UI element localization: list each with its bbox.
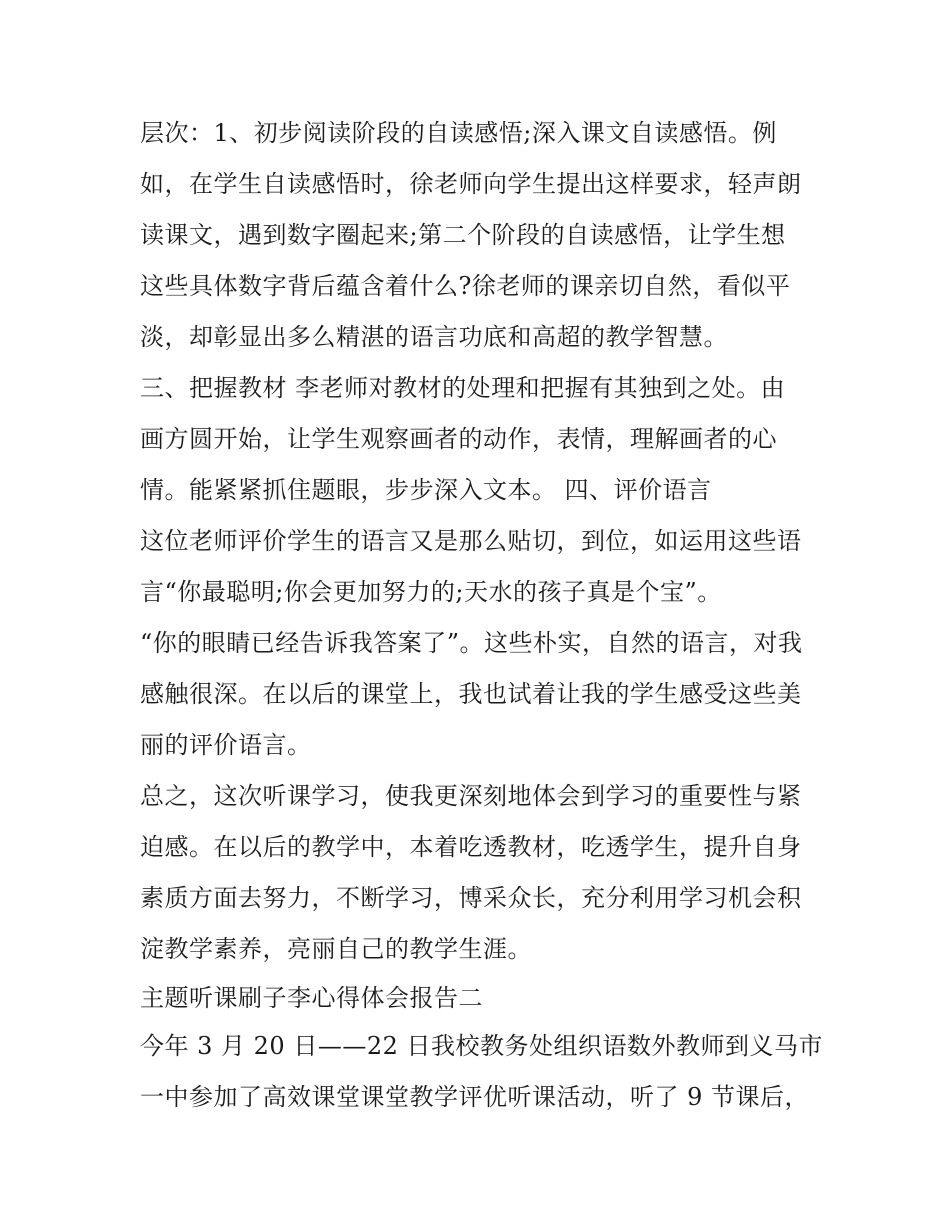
text-line-15: 迫感。在以后的教学中，本着吃透教材，吃透学生，提升自身 xyxy=(140,833,802,861)
text-line-4: 这些具体数字背后蕴含着什么?徐老师的课亲切自然，看似平 xyxy=(140,272,791,300)
text-line-20: 一中参加了高效课堂课堂教学评优听课活动，听了 9 节课后， xyxy=(140,1083,810,1111)
document-body xyxy=(140,108,830,1123)
text-line-14: 总之，这次听课学习，使我更深刻地体会到学习的重要性与紧 xyxy=(140,782,802,810)
text-line-2: 如，在学生自读感悟时，徐老师向学生提出这样要求，轻声朗 xyxy=(140,170,802,198)
text-line-5: 淡，却彰显出多么精湛的语言功底和高超的教学智慧。 xyxy=(140,323,728,351)
text-line-3: 读课文，遇到数字圈起来;第二个阶段的自读感悟，让学生想 xyxy=(140,221,786,249)
text-line-13: 丽的评价语言。 xyxy=(140,731,312,759)
text-line-9: 这位老师评价学生的语言又是那么贴切，到位，如运用这些语 xyxy=(140,527,802,555)
text-line-12: 感触很深。在以后的课堂上，我也试着让我的学生感受这些美 xyxy=(140,680,802,708)
text-line-7: 画方圆开始，让学生观察画者的动作，表情，理解画者的心 xyxy=(140,425,777,453)
text-line-8: 情。能紧紧抓住题眼，步步深入文本。 四、评价语言 xyxy=(140,476,712,504)
text-line-10: 言“你最聪明;你会更加努力的;天水的孩子真是个宝”。 xyxy=(140,578,722,606)
text-line-16: 素质方面去努力，不断学习，博采众长，充分利用学习机会积 xyxy=(140,884,802,912)
text-line-11: “你的眼睛已经告诉我答案了”。这些朴实，自然的语言，对我 xyxy=(140,629,803,657)
text-line-19: 今年 3 月 20 日——22 日我校教务处组织语数外教师到义马市 xyxy=(140,1032,823,1060)
text-line-6: 三、把握教材 李老师对教材的处理和把握有其独到之处。由 xyxy=(140,374,786,402)
text-line-1: 层次：1、初步阅读阶段的自读感悟;深入课文自读感悟。例 xyxy=(140,119,777,147)
text-line-17: 淀教学素养，亮丽自己的教学生涯。 xyxy=(140,935,532,963)
section-heading: 主题听课刷子李心得体会报告二 xyxy=(140,984,483,1012)
